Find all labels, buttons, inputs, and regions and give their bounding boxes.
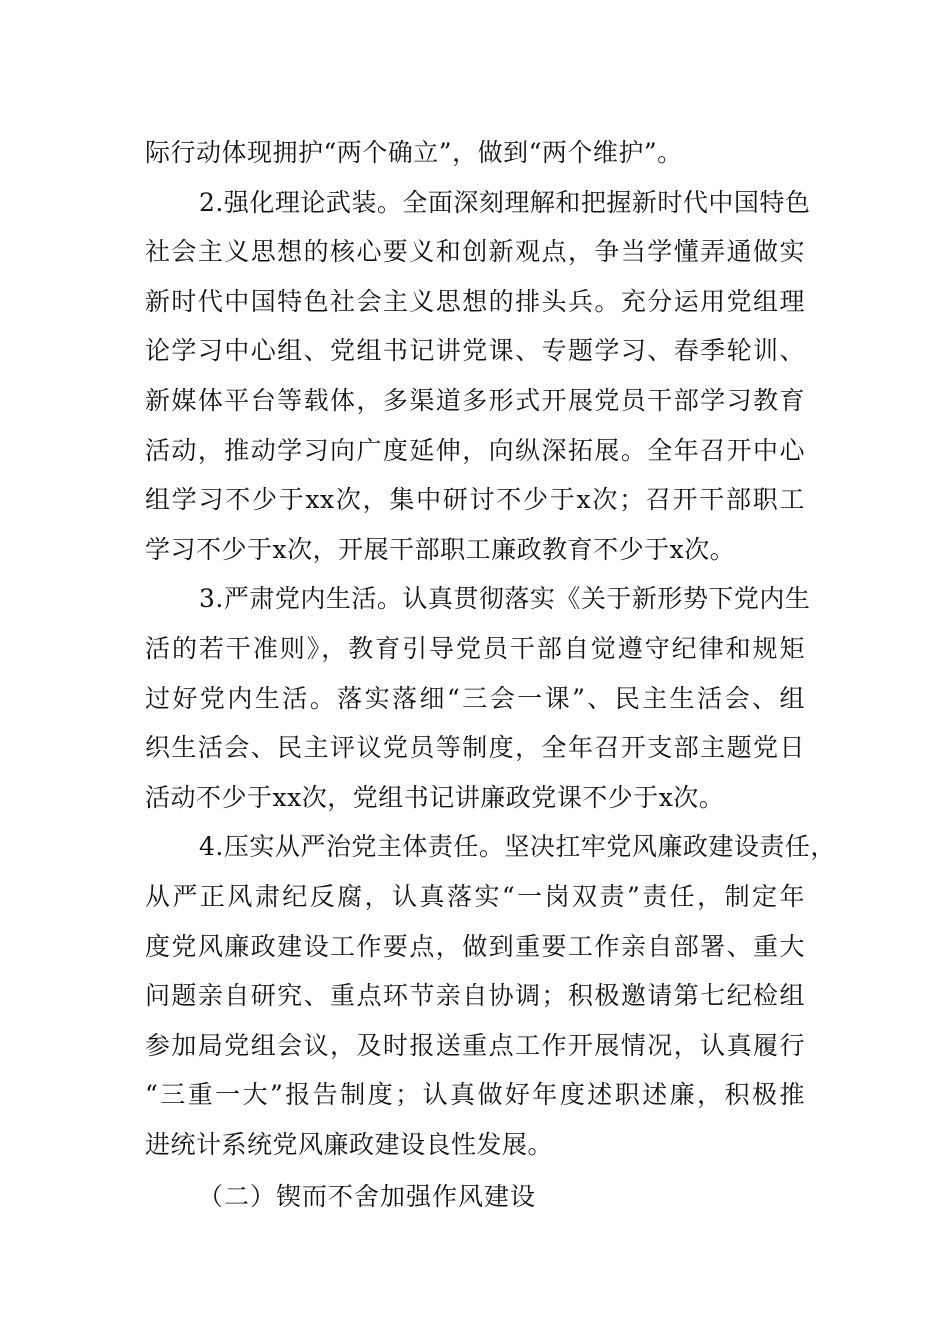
paragraph-line: 社会主义思想的核心要义和创新观点，争当学懂弄通做实 bbox=[145, 237, 805, 267]
paragraph-line: 活的若干准则》，教育引导党员干部自觉遵守纪律和规矩 bbox=[145, 633, 805, 663]
paragraph-line: 织生活会、民主评议党员等制度，全年召开支部主题党日 bbox=[145, 733, 805, 763]
paragraph-line: 度党风廉政建设工作要点，做到重要工作亲自部署、重大 bbox=[145, 931, 805, 961]
paragraph-line: 4.压实从严治党主体责任。坚决扛牢党风廉政建设责任， bbox=[199, 832, 836, 862]
paragraph-line: 3.严肃党内生活。认真贯彻落实《关于新形势下党内生 bbox=[199, 584, 811, 614]
paragraph-line: 组学习不少于xx次，集中研讨不少于x次；召开干部职工 bbox=[145, 485, 805, 515]
paragraph-line: 际行动体现拥护“两个确立”，做到“两个维护”。 bbox=[145, 138, 683, 167]
section-heading: （二）锲而不舍加强作风建设 bbox=[198, 1182, 537, 1211]
paragraph-line: 2.强化理论武装。全面深刻理解和把握新时代中国特色 bbox=[199, 187, 811, 217]
paragraph-line: 论学习中心组、党组书记讲党课、专题学习、春季轮训、 bbox=[145, 336, 805, 366]
paragraph-line: “三重一大”报告制度；认真做好年度述职述廉，积极推 bbox=[145, 1080, 805, 1110]
paragraph-line: 新媒体平台等载体，多渠道多形式开展党员干部学习教育 bbox=[145, 385, 805, 415]
paragraph-line: 进统计系统党风廉政建设良性发展。 bbox=[145, 1129, 554, 1159]
paragraph-line: 参加局党组会议，及时报送重点工作开展情况，认真履行 bbox=[145, 1030, 805, 1060]
paragraph-line: 问题亲自研究、重点环节亲自协调；积极邀请第七纪检组 bbox=[145, 981, 805, 1011]
paragraph-line: 新时代中国特色社会主义思想的排头兵。充分运用党组理 bbox=[145, 286, 805, 316]
paragraph-line: 活动，推动学习向广度延伸，向纵深拓展。全年召开中心 bbox=[145, 435, 805, 465]
body-text bbox=[145, 128, 836, 1169]
paragraph-line: 过好党内生活。落实落细“三会一课”、民主生活会、组 bbox=[145, 683, 805, 713]
paragraph-line: 活动不少于xx次，党组书记讲廉政党课不少于x次。 bbox=[145, 782, 725, 812]
paragraph-line: 从严正风肃纪反腐，认真落实“一岗双责”责任，制定年 bbox=[145, 881, 805, 911]
paragraph-line: 学习不少于x次，开展干部职工廉政教育不少于x次。 bbox=[145, 534, 736, 564]
